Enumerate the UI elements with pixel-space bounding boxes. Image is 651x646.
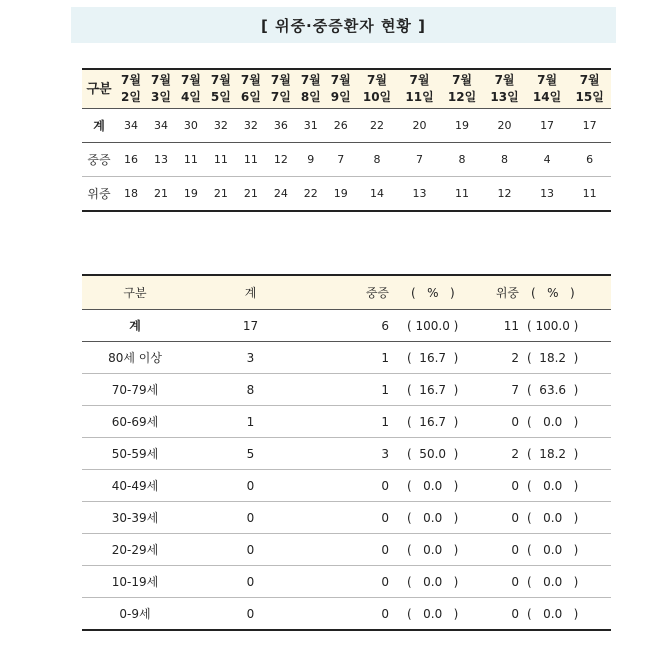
- critical-pct-cell: ( 0.0 ): [523, 470, 611, 502]
- age-table-header: [82, 275, 611, 310]
- header-severe: 중증: [313, 275, 393, 310]
- row-label: 위중: [82, 177, 116, 212]
- severe-cell: 1: [313, 406, 393, 438]
- age-status-table: [82, 274, 611, 631]
- header-category: 구분: [82, 275, 188, 310]
- date-header: [116, 69, 146, 109]
- date-day: 2일: [121, 90, 141, 104]
- severe-pct-cell: ( 0.0 ): [407, 606, 459, 621]
- critical-pct-cell: ( 63.6 ): [523, 374, 611, 406]
- date-month: 7월: [494, 73, 515, 87]
- table-cell: 34: [146, 109, 176, 143]
- date-month: 7월: [452, 73, 473, 87]
- severe-pct-cell: ( 100.0 ): [393, 310, 473, 342]
- page-title: [ 위중·중증환자 현황 ]: [71, 7, 616, 43]
- date-day: 10일: [362, 90, 392, 104]
- row-label: 70-79세: [82, 374, 188, 406]
- critical-pct-cell: ( 0.0 ): [523, 534, 611, 566]
- row-label: 계: [82, 310, 188, 342]
- table-cell: 11: [206, 143, 236, 177]
- date-month: 7월: [121, 73, 141, 87]
- daily-table-header: [82, 69, 611, 109]
- date-header: [568, 69, 611, 109]
- total-cell: 8: [188, 374, 313, 406]
- date-day: 14일: [532, 90, 562, 104]
- total-cell: 5: [188, 438, 313, 470]
- severe-pct-cell: ( 16.7 ): [393, 374, 473, 406]
- table-cell: 13: [398, 177, 441, 212]
- date-header: [176, 69, 206, 109]
- severe-pct-cell: ( 0.0 ): [393, 566, 473, 598]
- date-header: [441, 69, 484, 109]
- total-cell: 0: [188, 502, 313, 534]
- critical-pct-cell: ( 18.2 ): [523, 342, 611, 374]
- date-header: [398, 69, 441, 109]
- severe-cell: 3: [313, 438, 393, 470]
- table-cell: 11: [441, 177, 484, 212]
- date-header: [296, 69, 326, 109]
- table-cell: 22: [296, 177, 326, 212]
- date-header: [526, 69, 569, 109]
- row-label: 30-39세: [82, 502, 188, 534]
- row-label: 0-9세: [119, 607, 151, 621]
- total-cell: 0: [188, 534, 313, 566]
- header-category: 구분: [82, 69, 116, 109]
- date-header: [483, 69, 526, 109]
- table-cell: 8: [483, 143, 526, 177]
- severe-pct-cell: ( 16.7 ): [393, 406, 473, 438]
- date-day: 7일: [270, 90, 291, 104]
- row-label: 10-19세: [82, 566, 188, 598]
- row-label: 50-59세: [82, 438, 188, 470]
- date-month: 7월: [367, 73, 387, 87]
- table-cell: 7: [326, 143, 356, 177]
- header-total: 계: [188, 275, 313, 310]
- date-day: 8일: [300, 90, 321, 104]
- table-row: [82, 406, 611, 438]
- date-header: [146, 69, 176, 109]
- date-month: 7월: [240, 73, 261, 87]
- table-cell: 19: [441, 109, 484, 143]
- total-cell: 0: [246, 606, 255, 621]
- date-month: 7월: [150, 73, 171, 87]
- table-cell: 17: [568, 109, 611, 143]
- daily-table-body: [82, 109, 611, 212]
- table-cell: 20: [483, 109, 526, 143]
- table-row: [82, 502, 611, 534]
- table-cell: 8: [441, 143, 484, 177]
- date-header: [326, 69, 356, 109]
- table-row: [82, 470, 611, 502]
- date-month: 7월: [270, 73, 291, 87]
- date-day: 5일: [210, 90, 231, 104]
- table-row: [82, 310, 611, 342]
- date-header: [266, 69, 296, 109]
- table-cell: 7: [398, 143, 441, 177]
- table-cell: 31: [296, 109, 326, 143]
- critical-cell: 2: [473, 342, 523, 374]
- critical-cell: 0: [473, 470, 523, 502]
- table-cell: 12: [266, 143, 296, 177]
- table-cell: 21: [236, 177, 266, 212]
- date-day: 12일: [447, 90, 477, 104]
- row-label: 계: [82, 109, 116, 143]
- header-severe-pct: ( % ): [393, 275, 473, 310]
- table-row: [82, 438, 611, 470]
- date-day: 6일: [240, 90, 261, 104]
- date-month: 7월: [330, 73, 351, 87]
- critical-pct-cell: ( 0.0 ): [523, 406, 611, 438]
- severe-cell: 1: [313, 342, 393, 374]
- critical-cell: 11: [473, 310, 523, 342]
- table-cell: 9: [296, 143, 326, 177]
- total-cell: 1: [188, 406, 313, 438]
- table-cell: 20: [398, 109, 441, 143]
- severe-pct-cell: ( 0.0 ): [393, 502, 473, 534]
- severe-cell: 0: [313, 534, 393, 566]
- critical-pct-cell: ( 0.0 ): [523, 502, 611, 534]
- severe-cell: 0: [313, 566, 393, 598]
- table-row: [82, 566, 611, 598]
- date-header: [236, 69, 266, 109]
- table-row: [82, 143, 611, 177]
- critical-cell: 0: [473, 534, 523, 566]
- table-cell: 19: [176, 177, 206, 212]
- severe-pct-cell: ( 0.0 ): [393, 534, 473, 566]
- table-row: [82, 177, 611, 212]
- date-month: 7월: [579, 73, 600, 87]
- critical-cell: 0: [473, 502, 523, 534]
- date-header: [206, 69, 236, 109]
- table-cell: 21: [146, 177, 176, 212]
- table-cell: 11: [236, 143, 266, 177]
- table-cell: 36: [266, 109, 296, 143]
- table-cell: 4: [526, 143, 569, 177]
- table-cell: 13: [526, 177, 569, 212]
- row-label: 40-49세: [82, 470, 188, 502]
- table-cell: 11: [176, 143, 206, 177]
- row-label: 80세 이상: [82, 342, 188, 374]
- severe-cell: 1: [313, 374, 393, 406]
- total-cell: 0: [188, 470, 313, 502]
- table-cell: 6: [568, 143, 611, 177]
- date-month: 7월: [210, 73, 231, 87]
- table-cell: 18: [116, 177, 146, 212]
- table-row: [82, 534, 611, 566]
- table-row: [82, 374, 611, 406]
- severe-pct-cell: ( 0.0 ): [393, 470, 473, 502]
- row-label: 20-29세: [82, 534, 188, 566]
- date-day: 13일: [490, 90, 519, 104]
- date-day: 4일: [180, 90, 201, 104]
- severe-cell: 6: [313, 310, 393, 342]
- total-cell: 0: [188, 566, 313, 598]
- date-day: 9일: [330, 90, 351, 104]
- header-critical: 위중: [473, 275, 523, 310]
- table-row: [82, 342, 611, 374]
- critical-cell: 2: [473, 438, 523, 470]
- severe-cell: 0: [313, 502, 393, 534]
- table-cell: 19: [326, 177, 356, 212]
- table-cell: 16: [116, 143, 146, 177]
- table-cell: 32: [236, 109, 266, 143]
- table-cell: 32: [206, 109, 236, 143]
- table-cell: 21: [206, 177, 236, 212]
- date-day: 11일: [405, 90, 434, 104]
- severe-cell: 0: [381, 606, 389, 621]
- table-cell: 11: [568, 177, 611, 212]
- table-cell: 13: [146, 143, 176, 177]
- table-cell: 22: [356, 109, 399, 143]
- date-month: 7월: [537, 73, 558, 87]
- table-row: [82, 598, 611, 631]
- table-cell: 24: [266, 177, 296, 212]
- table-cell: 34: [116, 109, 146, 143]
- daily-status-table: [82, 68, 611, 212]
- row-label: 중증: [82, 143, 116, 177]
- date-day: 15일: [575, 90, 604, 104]
- date-header: [356, 69, 399, 109]
- table-cell: 12: [483, 177, 526, 212]
- date-month: 7월: [409, 73, 430, 87]
- table-cell: 8: [356, 143, 399, 177]
- severe-pct-cell: ( 16.7 ): [393, 342, 473, 374]
- critical-cell: 0: [473, 566, 523, 598]
- table-cell: 30: [176, 109, 206, 143]
- critical-cell: 0: [473, 406, 523, 438]
- total-cell: 17: [188, 310, 313, 342]
- date-month: 7월: [300, 73, 321, 87]
- total-cell: 3: [188, 342, 313, 374]
- date-day: 3일: [150, 90, 171, 104]
- row-label: 60-69세: [82, 406, 188, 438]
- date-month: 7월: [180, 73, 201, 87]
- critical-pct-cell: ( 0.0 ): [523, 566, 611, 598]
- critical-pct-cell: ( 18.2 ): [523, 438, 611, 470]
- table-cell: 17: [526, 109, 569, 143]
- critical-pct-cell: ( 0.0 ): [527, 606, 579, 621]
- table-row: [82, 109, 611, 143]
- critical-pct-cell: ( 100.0 ): [523, 310, 611, 342]
- table-cell: 14: [356, 177, 399, 212]
- header-critical-pct: ( % ): [523, 275, 611, 310]
- severe-cell: 0: [313, 470, 393, 502]
- critical-cell: 7: [473, 374, 523, 406]
- severe-pct-cell: ( 50.0 ): [393, 438, 473, 470]
- table-cell: 26: [326, 109, 356, 143]
- age-table-body: [82, 310, 611, 631]
- critical-cell: 0: [511, 606, 519, 621]
